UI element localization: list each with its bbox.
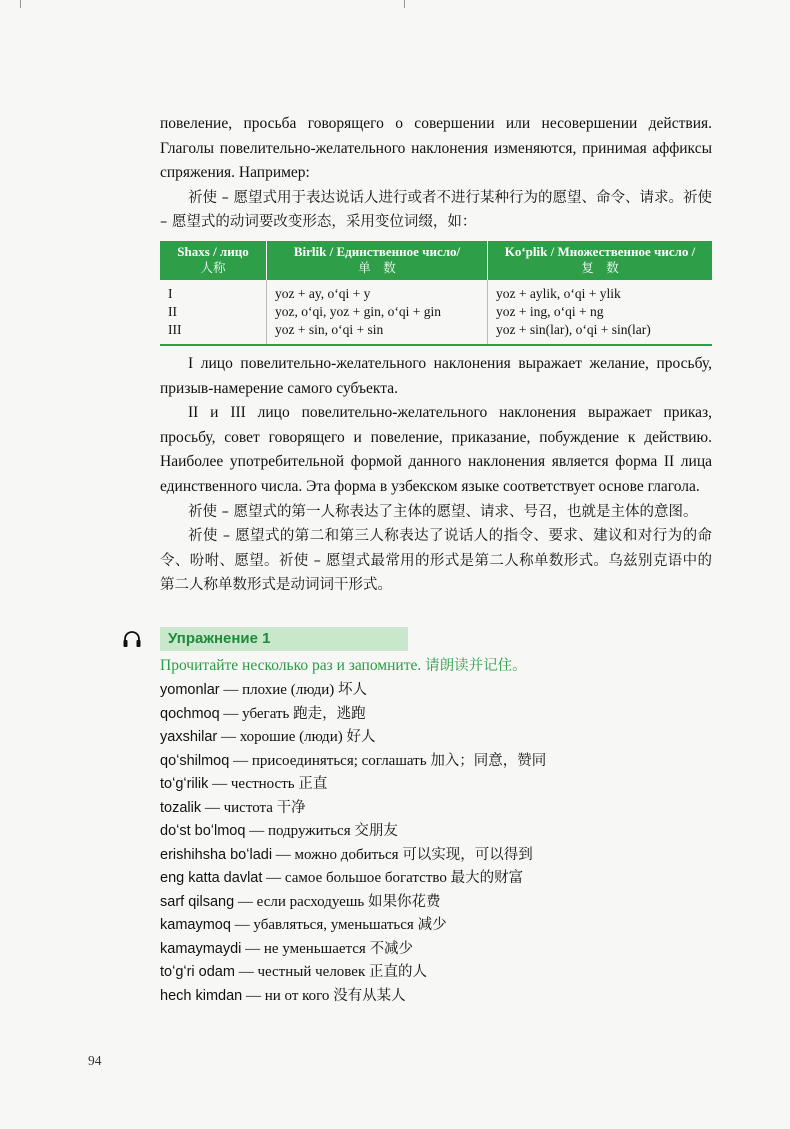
vocab-russian: ни от кого xyxy=(264,987,330,1004)
vocab-dash: — xyxy=(229,752,252,769)
vocab-russian: честный человек xyxy=(257,964,366,980)
vocab-uzbek: yomonlar xyxy=(160,682,220,698)
list-item xyxy=(160,703,546,727)
vocab-russian: убегать xyxy=(242,705,290,722)
vocab-russian: хорошие (люди) xyxy=(239,729,343,745)
vocab-chinese: 交朋友 xyxy=(354,823,398,839)
vocab-dash: — xyxy=(242,987,265,1004)
vocab-dash: — xyxy=(234,893,257,910)
vocab-russian: плохие (люди) xyxy=(242,682,335,698)
list-item xyxy=(160,867,546,891)
vocab-chinese: 加入；同意，赞同 xyxy=(430,752,547,769)
vocab-russian: честность xyxy=(230,776,295,792)
vocab-russian: подружиться xyxy=(267,823,351,839)
paragraph-cn-1: 祈使 – 愿望式用于表达说话人进行或者不进行某种行为的愿望、命令、请求。祈使 – 愿望式的动词要改变形态，采用变位词缀，如： xyxy=(160,189,712,231)
headphones-icon[interactable] xyxy=(122,630,142,648)
column-header-plural xyxy=(488,241,713,280)
table-cell: yoz + sin, oʻqi + sin xyxy=(267,321,488,345)
table-cell: yoz + sin(lar), oʻqi + sin(lar) xyxy=(488,321,713,345)
vocab-uzbek: toʻgʻri odam xyxy=(160,964,235,980)
exercise-title: Упражнение 1 xyxy=(160,627,408,651)
table-cell: yoz + ing, oʻqi + ng xyxy=(496,303,604,319)
column-header-singular xyxy=(267,241,488,280)
list-item xyxy=(160,797,546,821)
table-cell: yoz + ay, oʻqi + y xyxy=(267,280,488,303)
list-item xyxy=(160,891,546,915)
vocab-uzbek: kamaymoq xyxy=(160,917,231,933)
list-item xyxy=(160,914,546,938)
column-header-label: Koʻplik / Множественное число / xyxy=(504,243,696,259)
vocab-chinese: 坏人 xyxy=(338,682,368,698)
main-text xyxy=(160,112,712,598)
vocab-chinese: 可以实现，可以得到 xyxy=(402,846,533,863)
list-item xyxy=(160,726,546,750)
paragraph-ru-1: повеление, просьба говорящего о совершении или несовершении действия. Глаголы повелительно-желательного наклонения изменяются, принимая аффиксы спряжения. Например: xyxy=(160,115,712,182)
list-item xyxy=(160,773,546,797)
vocab-dash: — xyxy=(208,776,231,792)
vocab-uzbek: kamaymaydi xyxy=(160,940,242,957)
table-cell: I xyxy=(160,280,267,303)
table-row xyxy=(160,303,712,321)
vocab-uzbek: yaxshilar xyxy=(160,729,218,745)
table-row xyxy=(160,321,712,345)
page-number: 94 xyxy=(88,1053,102,1068)
vocab-uzbek: sarf qilsang xyxy=(160,893,235,910)
table-cell: II xyxy=(160,303,267,321)
vocab-dash: — xyxy=(234,964,258,980)
vocab-uzbek: doʻst boʻlmoq xyxy=(160,823,246,839)
vocab-uzbek: qoʻshilmoq xyxy=(160,752,230,769)
conjugation-table xyxy=(160,241,712,346)
list-item xyxy=(160,844,546,868)
table-cell: yoz + aylik, oʻqi + ylik xyxy=(496,285,621,301)
column-header-person xyxy=(160,241,267,280)
vocab-chinese: 减少 xyxy=(417,917,447,933)
column-header-sublabel: 单 数 xyxy=(358,259,396,275)
vocab-chinese: 跑走，逃跑 xyxy=(293,705,366,722)
vocab-dash: — xyxy=(217,729,240,745)
instruction-ru: Прочитайте несколько раз и запомните. xyxy=(160,657,422,674)
vocab-russian: чистота xyxy=(223,799,273,816)
paragraph-ru-2: I лицо повелительно-желательного наклонения выражает желание, просьбу, призыв-намерение самого субъекта. xyxy=(160,354,712,397)
column-header-label: Birlik / Единственное число/ xyxy=(293,243,461,259)
table-row xyxy=(160,280,712,303)
vocab-uzbek: tozalik xyxy=(160,799,202,816)
paragraph-ru-3: II и III лицо повелительно-желательного наклонения выражает приказ, просьбу, совет говорящего и повеление, приказание, побуждение к действию. Наиболее употребительной формой данного наклонения является форма II лица единственного числа. Эта форма в узбекском языке соответствует основе глагола. xyxy=(160,404,712,495)
paragraph-cn-2: 祈使 – 愿望式的第一人称表达了主体的愿望、请求、号召，也就是主体的意图。 xyxy=(188,503,698,520)
vocab-chinese: 如果你花费 xyxy=(367,893,441,910)
paragraph-cn-3: 祈使 – 愿望式的第二和第三人称表达了说话人的指令、要求、建议和对行为的命令、吩咐、愿望。祈使 – 愿望式最常用的形式是第二人称单数形式。乌兹别克语中的第二人称单数形式是动词词干形式。 xyxy=(160,528,712,594)
vocab-russian: можно добиться xyxy=(294,846,399,863)
vocab-chinese: 干净 xyxy=(276,799,306,816)
vocab-russian: самое большое богатство xyxy=(284,870,447,886)
vocab-chinese: 正直 xyxy=(298,776,328,792)
vocab-uzbek: toʻgʻrilik xyxy=(160,776,209,792)
vocabulary-list xyxy=(160,679,546,1008)
instruction-cn: 请朗读并记住。 xyxy=(425,658,527,674)
vocab-dash: — xyxy=(230,917,254,933)
vocab-chinese: 好人 xyxy=(346,729,376,745)
list-item xyxy=(160,820,546,844)
vocab-chinese: 最大的财富 xyxy=(450,870,524,886)
vocab-uzbek: qochmoq xyxy=(160,705,220,722)
vocab-uzbek: erishihsha boʻladi xyxy=(160,846,273,863)
vocab-chinese: 正直的人 xyxy=(369,964,428,980)
vocab-dash: — xyxy=(245,823,268,839)
table-cell: yoz, oʻqi, yoz + gin, oʻqi + gin xyxy=(267,303,488,321)
vocab-dash: — xyxy=(219,682,243,698)
vocab-dash: — xyxy=(262,870,285,886)
vocab-uzbek: hech kimdan xyxy=(160,987,243,1004)
column-header-sublabel: 人称 xyxy=(200,259,226,275)
exercise-instruction xyxy=(160,654,527,678)
list-item xyxy=(160,750,546,774)
column-header-sublabel: 复 数 xyxy=(581,259,619,275)
vocab-dash: — xyxy=(219,705,243,722)
column-header-label: Shaxs / лицо xyxy=(177,243,249,259)
vocab-uzbek: eng katta davlat xyxy=(160,870,263,886)
vocab-russian: если расходуешь xyxy=(256,893,365,910)
vocab-chinese: 没有从某人 xyxy=(333,987,406,1004)
crop-mark xyxy=(20,0,21,8)
vocab-russian: присоединяться; соглашать xyxy=(251,752,427,769)
vocab-dash: — xyxy=(241,940,264,957)
vocab-russian: убавляться, уменьшаться xyxy=(253,917,414,933)
list-item xyxy=(160,961,546,985)
vocab-russian: не уменьшается xyxy=(263,940,366,957)
table-cell: III xyxy=(160,321,267,345)
vocab-chinese: 不减少 xyxy=(369,940,414,957)
vocab-dash: — xyxy=(201,799,224,816)
vocab-dash: — xyxy=(272,846,295,863)
list-item xyxy=(160,679,546,703)
list-item xyxy=(160,938,546,962)
crop-mark xyxy=(404,0,405,8)
list-item xyxy=(160,985,546,1009)
